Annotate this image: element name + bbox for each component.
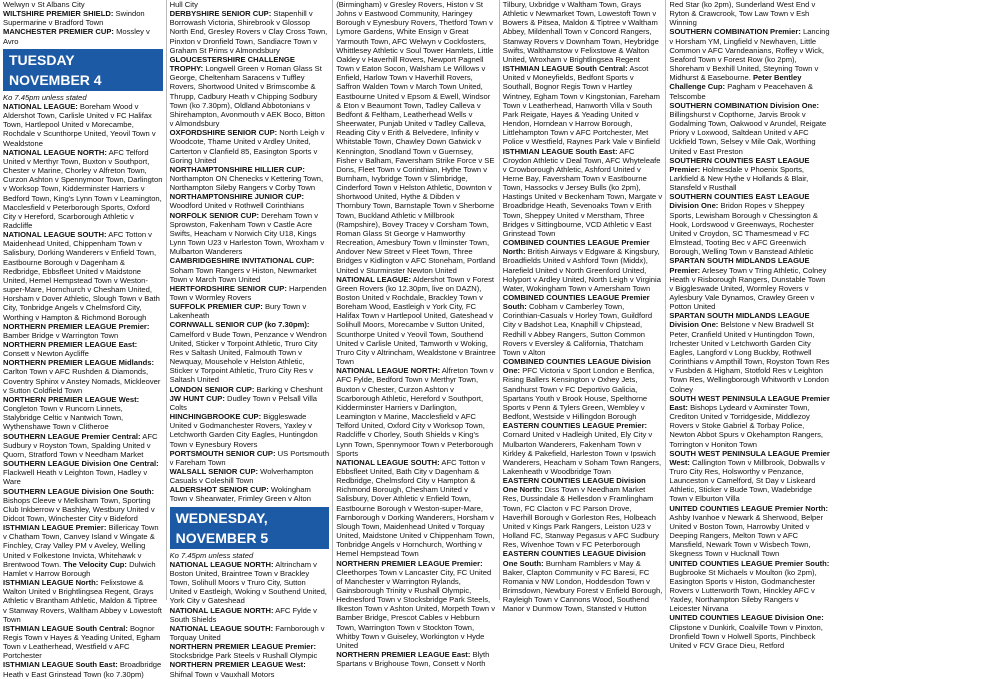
- fixture-entry: [336, 366, 496, 458]
- fixture-list: Pagham v Peacehaven & Telscombe: [669, 82, 813, 101]
- fixture-list: Callington Town v Millbrook, Dobwalls v Truro City Res, Holsworthy v Penzance, Launceston v Camelford, St Day v Liskeard Athletic, Sticker v Bude Town, Wadebridge Town v Elburton Villa: [669, 457, 825, 504]
- fixture-list: Wokingham Town v Shearwater, Frimley Green v Alton: [169, 485, 311, 504]
- fixture-entry: [170, 0, 330, 9]
- fixture-list: Hull City: [169, 0, 198, 9]
- competition-name: NATIONAL LEAGUE:: [336, 274, 411, 284]
- fixture-list: Consett v Newton Aycliffe: [3, 349, 89, 359]
- fixture-list: Bridon Ropes v Sheppey Sports, Lewisham Borough v Chessington & Hook, Lordswood v Greenways, Rochester United v Croydon, SC Thamesmead v FC Elmstead, Tooting Bec v AFC Greenwich Borough, Welling Town v Banstead Athletic: [669, 201, 818, 257]
- competition-name: NORTHAMPTONSHIRE JUNIOR CUP:: [169, 192, 305, 202]
- fixture-entry: [3, 395, 163, 432]
- fixture-list: Altrincham v Boston United, Braintree Town v Brackley Town, Solihull Moors v Truro City, Sutton United v Eastleigh, Woking v Southend United, York City v Gateshead: [169, 559, 327, 606]
- fixture-entry: [336, 650, 496, 668]
- competition-name: NATIONAL LEAGUE NORTH:: [3, 147, 107, 157]
- fixture-entry: [170, 192, 330, 210]
- competition-name: MANCHESTER PREMIER CUP:: [3, 27, 114, 37]
- fixture-entry: [669, 504, 830, 559]
- competition-name: NORTHERN PREMIER LEAGUE West:: [169, 660, 306, 670]
- fixture-entry: [336, 458, 496, 559]
- competition-name: UNITED COUNTIES LEAGUE Division One:: [669, 613, 824, 623]
- fixture-entry: [3, 358, 163, 395]
- fixture-list: Biggleswade United v Godmanchester Rovers, Yaxley v Letchworth Garden City Eagles, Huntingdon Town v Eynesbury Rovers: [169, 412, 318, 449]
- competition-name: ISTHMIAN LEAGUE South Central:: [3, 623, 128, 633]
- fixture-list: Belstone v New Bradwell St Peter, Cranfield United v Huntingdon Town, Irchester United v Letchworth Garden City Eagles, Langford v Long Buckby, Rothwell Corinthians v Ampthill Town, Royston Town Res v Fusbden & Higham, Stotfold Res v Leighton Town Res, Wellingborough Whitworth v London Colney: [669, 320, 830, 394]
- fixture-list: Farnborough v Torquay United: [169, 623, 325, 642]
- fixture-entry: [170, 9, 330, 55]
- fixture-entry: [170, 467, 330, 485]
- fixture-entry: [170, 624, 330, 642]
- fixture-entry: [170, 128, 330, 165]
- fixture-list: Mossley v Avro: [3, 27, 150, 46]
- fixture-list: AFC Totton v Ebbsfleet United, Bath City v Dagenham & Redbridge, Chelmsford City v Hampton & Richmond Borough, Chesham United v Salisbury, Dover Athletic v Enfield Town, Eastbourne Borough v Weston-super-Mare, Farnborough v Dorking Wanderers, Horsham v Slough Town, Maidenhead United v Torquay United, Maidstone United v Chippenham Town, Tonbridge Angels v Hornchurch, Worthing v Hemel Hempstead Town: [336, 457, 495, 559]
- fixture-column: [0, 0, 167, 679]
- fixture-list: AFC Telford United v Merthyr Town, Buxton v Southport, Chester v Marine, Chorley v Alfreton Town, Curzon Ashton v Spennymoor Town, Darlington v Worksop Town, Kidderminster Harriers v Bedford Town, King's Lynn Town v Leamington, Macclesfield v Peterborough Sports, Oxford City v Hereford, Scarborough Athletic v Radcliffe: [3, 147, 163, 230]
- competition-name: NATIONAL LEAGUE SOUTH:: [3, 230, 107, 240]
- fixture-list: Burnham Ramblers v May & Baker, Clapton Community v FC Baresi, FC Romania v NW London, Hoddesdon Town v Brimsdown, Newbury Forest v Enfield Borough, Rayleigh Town v Cannons Wood, Southend Manor v Dunmow Town, Stansted v Hutton: [502, 558, 663, 614]
- competition-name: COMBINED COUNTIES LEAGUE Division One:: [502, 357, 651, 376]
- competition-name: SUFFOLK PREMIER CUP:: [169, 302, 263, 312]
- competition-name: EASTERN COUNTIES LEAGUE Division One North:: [502, 476, 646, 495]
- fixture-list: AFC Fylde v South Shields: [169, 605, 317, 624]
- fixture-column: [666, 0, 833, 650]
- fixture-list: (Birmingham) v Gresley Rovers, Histon v St Johns v Eastwood Community, Haringey Borough v Eynesbury Rovers, Thetford Town v Lymore Gardens, White Ensign v Great Yarmouth Town, AFC Welwyn v Cockfosters, Whittlesey Athletic v Soul Tower Hamlets, Little Oakley v Haverhill Rovers, Newport Pagnell Town v Eaton Socon, Walsham Le Willows v Enfield, Harlow Town v Haverhill Rovers, Saffron Walden Town v March Town United, Eastbourne United v Epsom & Ewell, Windsor & Eton v Beaumont Town, Tadley Calleva v Bedfont & Feltham, Leatherhead Wells v Sheerwater, Punjab United v Tadley Calleva, Reading City v Erith & Belvedere, Infinity v Whitstable Town, Chawley Down Gatwick v Kennington, Snodland Town v Guernsey, Fisher v Balham, Faversham Strike Force v SE Dons, Fleet Town v Corinthian, Hythe Town v Burnham, Ivybridge Town v Slimbridge, Cinderford Town v Helston Athletic, Downton v Shortwood United, Hythe & Dibden v Thornbury Town, Barnstaple Town v Sherborne Town, Buckland Athletic v Millbrook (Rampshire), Bovey Tracey v Corsham Town, Roman Glass St George v Hamworthy Recreation, Amesbury Town v Ilminster Town, Andover New Street v Fleet Town, Three Bridges v Kidlington v AFC Stoneham, Portland United v Sturminster Newton United: [336, 0, 496, 275]
- competition-name: ALDERSHOT SENIOR CUP:: [169, 485, 269, 495]
- fixture-entry: [503, 64, 663, 146]
- fixture-list: Stapenhill v Borrowash Victoria, Shirebrook v Glossop North End, Gresley Rovers v Clay Cross Town, Pinxton v Dronfield Town, Sandiacre Town v Graham St Prims v Almondsbury: [169, 9, 328, 55]
- fixture-list: Woodford United v Rothwell Corinthians: [169, 201, 305, 211]
- competition-name: Peter Bentley Challenge Cup:: [669, 73, 802, 92]
- fixture-list: Clipstone v Dunkirk, Coalville Town v Pinxton, Dronfield Town v Holwell Sports, Pinchbeck United v FCV Grace Dieu, Retford: [669, 622, 823, 650]
- competition-name: EASTERN COUNTIES LEAGUE Division One South:: [502, 549, 646, 568]
- competition-name: ISTHMIAN LEAGUE South Central:: [502, 64, 628, 74]
- fixture-list: Cleethorpes Town v Lancaster City, FC United of Manchester v Warrington Rylands, Gainsborough Trinity v Rushall Olympic, Hednesford Town v Stocksbridge Park Steels, Ilkeston Town v Ashton United, Morpeth Town v Bamber Bridge, Prescot Cables v Hebburn Town, Warrington Town v Stockton Town, Whitby Town v Guiseley, Workington v Hyde United: [336, 567, 496, 650]
- fixture-list: Dereham Town v Sprowston, Fakenham Town v Castle Acre Swifts, Heacham v Norwich City U18, Kings Lynn Town U23 v Harleston Town, Wroxham v Mulbarton Wanderers: [169, 210, 325, 257]
- competition-name: ISTHMIAN LEAGUE South East:: [3, 660, 118, 670]
- fixture-entry: [669, 449, 830, 504]
- fixture-list: Harpenden Town v Wormley Rovers: [169, 283, 327, 302]
- fixture-entry: [669, 256, 830, 311]
- fixture-list: PFC Victoria v Sport London e Benfica, Rising Ballers Kensington v Oxhey Jets, Sandhurst Town v FC Deportivo Galicia, Spartans Youth v Brook House, Spelthorne Sports v Penn & Tylers Green, Wembley v Bedfont, Westside v Hillingdon Borough: [502, 366, 655, 422]
- fixture-list: Felixstowe & Walton United v Brightlingsea Regent, Grays Athletic v Brantham Athletic, Maldon & Tiptree v Stanway Rovers, Waltham Abbey v Lowestoft Town: [3, 578, 162, 624]
- fixture-entry: [336, 0, 496, 275]
- fixture-column: [167, 0, 334, 679]
- competition-name: CORNWALL SENIOR CUP (ko 7.30pm):: [169, 320, 310, 330]
- fixture-entry: [669, 27, 830, 100]
- fixture-entry: [170, 660, 330, 678]
- fixture-list: AFC Totton v Maidenhead United, Chippenham Town v Salisbury, Dorking Wanderers v Enfield Town, Eastbourne Borough v Dagenham & Redbridge, Ebbsfleet United v Maidstone United, Hemel Hempstead Town v Weston-super-Mare, Hornchurch v Chesham United, Horsham v Dover Athletic, Slough Town v Bath City, Tonbridge Angels v Chelmsford City, Worthing v Hampton & Richmond Borough: [3, 230, 160, 322]
- fixture-list: Tilbury, Uxbridge v Waltham Town, Grays Athletic v Newmarket Town, Lowestoft Town v Bowers & Pitsea, Maldon & Tiptree v Waltham Abbey, Mildenhall Town v Concord Rangers, Stanway Rovers v Downham Town, Heybridge Swifts, Walthamstow v Felixstowe & Walton United, Wroxham v Brightlingsea Regent: [502, 0, 659, 64]
- fixture-entry: [503, 238, 663, 293]
- fixture-list: British Airways v Edgware & Kingsbury, Broadfields United v Ashford Town (Middx), Harefield United v North Greenford United, Holyport v Ardley United, North Leigh v Virginia Water, Wokingham Town v Amersham Town: [502, 247, 661, 293]
- fixture-list: Cobham v Camberley Town, Corinthian-Casuals v Horley Town, Guildford City v Badshot Lea, Knaphill v Chipstead, Redhill v Abbey Rangers, Sutton Common Rovers v Eversley & California, Thatcham Town v Alton: [502, 302, 653, 357]
- fixture-list: Congleton Town v Runcorn Linnets, Stalybridge Celtic v Nantwich Town, Wythenshawe Town v Clitheroe: [3, 404, 124, 432]
- fixture-list: Bishops Lydeard v Axminster Town, Crediton United v Torridgeside, Middlezoy Rovers v Stoke Gabriel & Torbay Police, Newton Abbot Spurs v Okehampton Rangers, Torrington v Honiton Town: [669, 402, 824, 449]
- date-header: WEDNESDAY, NOVEMBER 5: [170, 507, 330, 549]
- competition-name: JW HUNT CUP:: [169, 393, 225, 403]
- fixture-list: Ascot United v Moneyfields, Bedfont Sports v Southall, Bognor Regis Town v Hartley Wintney, Egham Town v Kingstonian, Fareham Town v Leatherhead, Hanworth Villa v South Park Reigate, Hayes & Yeading United v Hendon, Horndean v Harrow Borough, Littlehampton Town v AFC Portchester, Met Police v Westfield, Raynes Park Vale v Binfield: [502, 64, 660, 147]
- competition-name: SOUTHERN COMBINATION Division One:: [669, 100, 820, 110]
- competition-name: SOUTHERN LEAGUE Premier Central:: [3, 431, 141, 441]
- competition-name: NORTHERN PREMIER LEAGUE West:: [3, 394, 140, 404]
- kickoff-note: Ko 7.45pm unless stated: [3, 92, 87, 102]
- fixture-entry: [503, 0, 663, 64]
- fixture-list: Billericay Town v Chatham Town, Canvey Island v Wingate & Finchley, Cray Valley PM v Aveley, Welling United v Folkestone Invicta, Whitehawk v Brentwood Town.: [3, 523, 159, 569]
- fixture-entry: [669, 192, 830, 256]
- competition-name: NATIONAL LEAGUE NORTH:: [169, 605, 274, 615]
- fixture-entry: [336, 275, 496, 367]
- competition-name: DERBYSHIRE SENIOR CUP:: [169, 9, 272, 19]
- competition-name: SOUTH WEST PENINSULA LEAGUE Premier East:: [669, 393, 830, 412]
- fixture-entry: [3, 624, 163, 661]
- fixture-list: Ashby Ivanhoe v Newark & Sherwood, Belper United v Boston Town, Harrowby United v Deeping Rangers, Melton Town v AFC Mansfield, Newark Town v Wisbech Town, Skegness Town v Hucknall Town: [669, 512, 824, 559]
- fixture-list: Bugbrooke St Michaels v Moulton (ko 2pm), Easington Sports v Histon, Godmanchester Rovers v Lutterworth Town, Hinckley AFC v Yaxley, Northampton Sileby Rangers v Leicester Nirvana: [669, 567, 817, 614]
- fixture-list: Northampton ON Chenecks v Kettering Town, Northampton Sileby Rangers v Corby Town: [169, 173, 324, 193]
- fixture-list: Camelford v Bude Town, Penzance v Wendron United, Sticker v Torpoint Athletic, Truro City Res v Saltash United, Falmouth Town v Newquay, Mousehole v Helston Athletic, Sticker v Torpoint Athletic, Truro City Res v Saltash United: [169, 329, 327, 385]
- fixture-list: US Portsmouth v Fareham Town: [169, 448, 330, 467]
- fixture-entry: [3, 322, 163, 340]
- fixture-entry: [3, 340, 163, 358]
- competition-name: COMBINED COUNTIES LEAGUE Premier South:: [502, 293, 650, 312]
- competition-name: LONDON SENIOR CUP:: [169, 384, 255, 394]
- fixture-entry: [170, 320, 330, 384]
- fixture-list: Welwyn v St Albans City: [3, 0, 85, 9]
- competition-name: UNITED COUNTIES LEAGUE Premier North:: [669, 503, 829, 513]
- competition-name: NORTHAMPTONSHIRE HILLIER CUP:: [169, 164, 305, 174]
- fixture-entry: [3, 230, 163, 322]
- fixture-list: Flackwell Heath v Leighton Town, Hadley v Ware: [3, 468, 148, 487]
- fixture-list: Wolverhampton Casuals v Coleshill Town: [169, 466, 314, 486]
- competition-name: UNITED COUNTIES LEAGUE Premier South:: [669, 558, 830, 568]
- competition-name: SOUTHERN COUNTIES EAST LEAGUE Premier:: [669, 155, 810, 174]
- fixture-list: Longwell Green v Roman Glass St George, Cheltenham Saracens v Tuffley Rovers, Shortwood United v Brimscombe & Thrupp, Cadbury Heath v Chipping Sodbury Town (ko 7.30pm), Oldland Abbotonians v Shirehampton, Avonmouth v AEK Boco, Bitton v Almondsbury: [169, 64, 325, 129]
- competition-name: NORTHERN PREMIER LEAGUE East:: [3, 340, 138, 349]
- competition-name: NATIONAL LEAGUE SOUTH:: [169, 623, 274, 633]
- fixture-entry: [3, 523, 163, 578]
- competition-name: NORFOLK SENIOR CUP:: [169, 210, 260, 220]
- fixture-list: Billingshurst v Copthorne, Jarvis Brook v Godalming Town, Oakwood v Arundel, Reigate Priory v Loxwood, Saltdean United v AFC Uckfield Town, Selsey v Mile Oak, Worthing United v East Preston: [669, 109, 827, 156]
- competition-name: SOUTHERN COUNTIES EAST LEAGUE Division One:: [669, 192, 810, 211]
- competition-name: COMBINED COUNTIES LEAGUE Premier North:: [502, 238, 650, 257]
- fixture-list: Swindon Supermarine v Bradford Town: [3, 9, 145, 28]
- fixture-entry: [336, 559, 496, 651]
- competition-name: WILTSHIRE PREMIER SHIELD:: [3, 9, 114, 19]
- fixture-list: Bury Town v Lakenheath: [169, 302, 307, 321]
- competition-name: PORTSMOUTH SENIOR CUP:: [169, 448, 276, 458]
- kickoff-note: Ko 7.45pm unless stated: [169, 550, 254, 560]
- fixture-entry: [3, 487, 163, 524]
- fixture-list: Shifnal Town v Vauxhall Motors: [169, 669, 275, 679]
- competition-name: HINCHINGBROOKE CUP:: [169, 412, 262, 422]
- competition-name: NATIONAL LEAGUE NORTH:: [336, 366, 441, 376]
- fixture-list: AFC Sudbury v Royston Town, Spalding United v Quorn, Stratford Town v Needham Market: [3, 431, 158, 459]
- competition-name: SOUTHERN LEAGUE Division One Central:: [3, 459, 159, 469]
- fixture-list: Blyth Spartans v Brighouse Town, Consett v North: [336, 650, 490, 669]
- fixture-entry: [170, 165, 330, 192]
- competition-name: The Velocity Cup:: [63, 559, 127, 569]
- fixture-list: Cornard United v Hadleigh United, Ely City v Mulbarton Wanderers, Fakenham Town v Kirkley & Pakefield, Harleston Town v Ipswich Wanderers, Heacham v Soham Town Rangers, Lakenheath v Woodbridge Town: [502, 430, 662, 476]
- competition-name: EASTERN COUNTIES LEAGUE Premier:: [502, 421, 648, 431]
- competition-name: NATIONAL LEAGUE:: [3, 101, 78, 111]
- fixture-list: Bishops Cleeve v Melksham Town, Sporting Club Inkberrow v Bashley, Westbury United v Didcot Town, Winchester City v Bideford: [3, 495, 155, 523]
- fixture-entry: [170, 302, 330, 320]
- fixture-list: Alfreton Town v AFC Fylde, Bedford Town v Merthyr Town, Buxton v Chester, Curzon Ashton v Scarborough Athletic, Hereford v Southport, Kidderminster Harriers v Darlington, Leamington v Marine, Macclesfield v AFC Telford United, Oxford City v Worksop Town, Radcliffe v Chorley, South Shields v King's Lynn Town, Spennymoor Town v Peterborough Sports: [336, 366, 494, 458]
- fixture-entry: [3, 27, 163, 45]
- competition-name: NORTHERN PREMIER LEAGUE Premier:: [169, 642, 317, 652]
- fixture-entry: [3, 578, 163, 624]
- competition-name: ISTHMIAN LEAGUE South East:: [502, 146, 618, 156]
- fixture-entry: [3, 432, 163, 459]
- fixture-entry: [669, 394, 830, 449]
- date-header: TUESDAY NOVEMBER 4: [3, 49, 163, 91]
- fixture-list: Stocksbridge Park Steels v Rushall Olympic: [169, 651, 318, 661]
- competition-name: SOUTH WEST PENINSULA LEAGUE Premier West:: [669, 448, 830, 467]
- fixture-entry: [170, 55, 330, 128]
- competition-name: OXFORDSHIRE SENIOR CUP:: [169, 128, 278, 138]
- fixture-entry: [170, 394, 330, 412]
- fixture-entry: [669, 613, 830, 650]
- fixture-entry: [669, 311, 830, 393]
- fixture-entry: [170, 642, 330, 660]
- fixture-entry: [669, 101, 830, 156]
- fixture-entry: [3, 102, 163, 148]
- competition-name: WALSALL SENIOR CUP:: [169, 466, 259, 476]
- fixture-entry: [3, 660, 163, 678]
- competition-name: SOUTHERN COMBINATION Premier:: [669, 27, 801, 37]
- fixture-entry: [3, 459, 163, 486]
- fixture-list: Holmesdale v Phoenix Sports, Larkfield & New Hythe v Hollands & Blair, Stansfeld v Rusthall: [669, 164, 809, 193]
- fixture-list: Arlesey Town v Tring Athletic, Colney Heath v Risborough Rangers, Dunstable Town v Biggleswade United, Wormley Rovers v Aylesbury Vale Dynamos, Crawley Green v Potton United: [669, 265, 827, 312]
- competition-name: SOUTHERN LEAGUE Division One South:: [3, 486, 155, 496]
- fixture-entry: [503, 421, 663, 476]
- fixture-entry: [503, 549, 663, 613]
- fixture-entry: [669, 559, 830, 614]
- competition-name: ISTHMIAN LEAGUE Premier:: [3, 523, 107, 533]
- fixture-list: Dulwich Hamlet v Harrow Borough: [3, 559, 156, 578]
- fixture-entry: [170, 449, 330, 467]
- fixture-list: Dudley Town v Pelsall Villa Colts: [169, 393, 318, 412]
- competition-name: NORTHERN PREMIER LEAGUE Premier:: [336, 558, 483, 568]
- fixture-list: Soham Town Rangers v Histon, Newmarket Town v March Town United: [169, 265, 317, 284]
- fixture-list: Broadbridge Heath v East Grinstead Town (ko 7.30pm): [3, 660, 162, 679]
- competition-name: CAMBRIDGESHIRE INVITATIONAL CUP:: [169, 256, 315, 266]
- competition-name: NORTHERN PREMIER LEAGUE Premier:: [3, 321, 150, 331]
- fixture-entry: [503, 293, 663, 357]
- fixture-list: Boreham Wood v Aldershot Town, Carlisle United v FC Halifax Town, Hartlepool United v Morecambe, Rochdale v Scunthorpe United, Yeovil Town v Wealdstone: [3, 101, 156, 148]
- fixture-entry: [170, 606, 330, 624]
- fixture-list: AFC Croydon Athletic v Deal Town, AFC Whyteleafe v Crowborough Athletic, Ashford United v Herne Bay, Faversham Town v Eastbourne Town, Hassocks v Jersey Bulls (ko 2pm), Hastings United v Beckenham Town, Margate v Broadbridge Heath, Sevenoaks Town v Erith Town, Sheppey United v Merstham, Three Bridges v Sittingbourne, VCD Athletic v East Grinstead Town: [502, 146, 663, 238]
- competition-name: SPARTAN SOUTH MIDLANDS LEAGUE Premier:: [669, 256, 810, 275]
- fixture-entry: [3, 9, 163, 27]
- fixture-list: Bamber Bridge v Warrington Town: [3, 330, 119, 340]
- fixture-entry: [170, 385, 330, 394]
- fixture-entry: [503, 357, 663, 421]
- fixture-list: Carlton Town v AFC Rushden & Diamonds, Coventry Sphinx v Anstey Nomads, Mickleover v Sutton Coldfield Town: [3, 367, 161, 395]
- fixture-list: Lancing v Horsham YM, Lingfield v Newhaven, Little Common v AFC Varndeanians, Roffey v Wick, Seaford Town v Forest Row (ko 2pm), Shoreham v Bexhill United, Steyning Town v Midhurst & Easebourne.: [669, 27, 830, 83]
- competition-name: NATIONAL LEAGUE SOUTH:: [336, 457, 440, 467]
- fixture-list: Aldershot Town v Forest Green Rovers (ko 12.30pm, live on DAZN), Boston United v Rochdale, Brackley Town v Boreham Wood, Eastleigh v York City, FC Halifax Town v Hartlepool United, Gateshead v Solihull Moors, Morecambe v Sutton United, Scunthorpe United v Yeovil Town, Southend United v Carlisle United, Tamworth v Woking, Truro City v Altrincham, Wealdstone v Braintree Town: [336, 274, 496, 367]
- fixture-list: Red Star (ko 2pm), Sunderland West End v Ryton & Crawcrook, Tow Law Town v Esh Winning: [669, 0, 816, 28]
- fixture-entry: [170, 211, 330, 257]
- fixture-list: Barking v Cheshunt: [254, 384, 323, 394]
- fixture-column: [500, 0, 667, 614]
- competition-name: NORTHERN PREMIER LEAGUE Midlands:: [3, 358, 155, 368]
- fixture-list: Diss Town v Needham Market Res, Dussindale & Hellesdon v Framlingham Town, FC Clacton v FC Parson Drove, Haverhill Borough v Gorleston Res, Holbeach United v Kings Park Rangers, Leiston U23 v Holland FC, Stanway Pegasus v AFC Sudbury Res, Wivenhoe Town v FC Peterborough: [502, 485, 659, 550]
- fixture-entry: [503, 476, 663, 549]
- fixture-entry: [170, 412, 330, 449]
- competition-name: ISTHMIAN LEAGUE North:: [3, 578, 99, 588]
- fixture-entry: [3, 148, 163, 230]
- fixture-entry: [170, 284, 330, 302]
- fixture-entry: [3, 0, 163, 9]
- fixture-entry: [170, 560, 330, 606]
- competition-name: NORTHERN PREMIER LEAGUE East:: [336, 650, 471, 660]
- competition-name: HERTFORDSHIRE SENIOR CUP:: [169, 283, 287, 293]
- competition-name: NATIONAL LEAGUE NORTH:: [169, 559, 274, 569]
- fixture-entry: [503, 147, 663, 239]
- fixture-entry: [170, 256, 330, 283]
- fixture-entry: [669, 156, 830, 193]
- fixture-column: [333, 0, 500, 669]
- fixture-list: Bognor Regis Town v Hayes & Yeading United, Egham Town v Leatherhead, Westfield v AFC Portchester: [3, 623, 161, 661]
- fixture-list: North Leigh v Woodcote, Thame United v Ardley United, Carterton v Clanfield 85, Easington Sports v Goring United: [169, 128, 325, 165]
- competition-name: SPARTAN SOUTH MIDLANDS LEAGUE Division One:: [669, 311, 810, 330]
- competition-name: GLOUCESTERSHIRE CHALLENGE TROPHY:: [169, 54, 295, 74]
- fixture-entry: [170, 485, 330, 503]
- fixture-entry: [669, 0, 830, 27]
